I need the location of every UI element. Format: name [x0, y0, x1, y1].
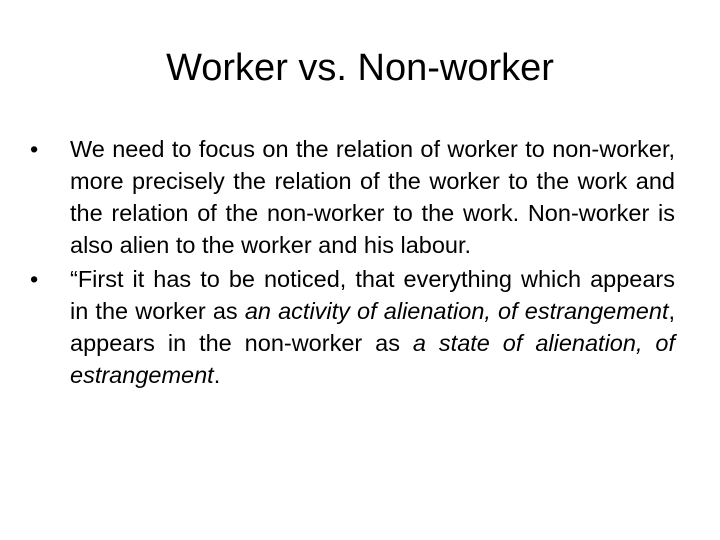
- bullet-text: We need to focus on the relation of worker to non-worker, more precisely the relation of the worker to the work and the relation of the non-worker to the work. Non-worker is also alien to the worker and his labour.: [70, 136, 675, 258]
- bullet-list: [30, 133, 675, 393]
- slide-title: Worker vs. Non-worker: [166, 47, 554, 89]
- bullet-marker: •: [30, 266, 39, 292]
- quote-text-part: , appears in the non-worker as: [70, 298, 676, 356]
- bullet-item-quote-alienation: [30, 263, 675, 391]
- quote-italic-activity: an activity of alienation, of estrangement: [244, 298, 669, 324]
- bullet-item-focus-relation: [30, 133, 675, 261]
- quote-text-end: .: [213, 362, 221, 388]
- quote-italic-state: a state of alienation, of estrangement: [70, 330, 676, 388]
- quote-text-part: “First it has to be noticed, that everything which appears in the worker as: [70, 266, 675, 324]
- bullet-marker: •: [30, 136, 39, 162]
